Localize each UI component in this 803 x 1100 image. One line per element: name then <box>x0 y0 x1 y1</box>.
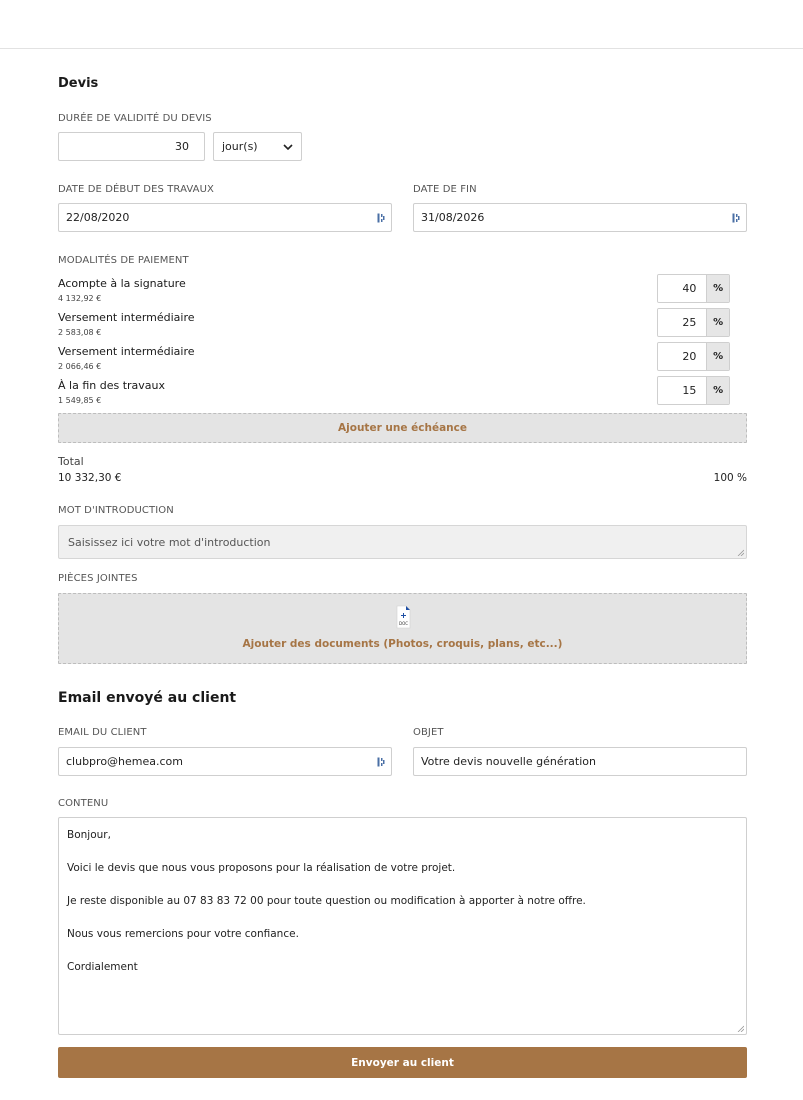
payment-item-amount: 1 549,85 € <box>58 396 102 405</box>
content-line: Voici le devis que nous vous proposons pour la réalisation de votre projet. <box>67 862 456 874</box>
content-line: Cordialement <box>67 961 138 973</box>
validity-unit-select[interactable] <box>213 132 302 161</box>
client-email-value: clubpro@hemea.com <box>66 755 184 768</box>
payment-item-amount: 4 132,92 € <box>58 294 102 303</box>
payment-label: MODALITÉS DE PAIEMENT <box>58 255 189 266</box>
content-line: Je reste disponible au 07 83 83 72 00 pour toute question ou modification à apporter à notre offre. <box>67 895 586 907</box>
start-date-value: 22/08/2020 <box>66 211 130 224</box>
payment-item-title: Versement intermédiaire <box>58 345 195 358</box>
payment-item-title: Versement intermédiaire <box>58 311 195 324</box>
percent-unit: % <box>706 275 729 302</box>
start-date-input[interactable] <box>58 203 392 232</box>
validity-unit-value: jour(s) <box>222 140 258 153</box>
payment-percent-value: 20 <box>658 343 706 370</box>
subject-value: Votre devis nouvelle génération <box>421 755 596 768</box>
end-date-input[interactable] <box>413 203 747 232</box>
content-line: Nous vous remercions pour votre confiance. <box>67 928 299 940</box>
percent-unit: % <box>706 377 729 404</box>
payment-percent-input[interactable] <box>657 376 730 405</box>
content-label: CONTENU <box>58 798 109 809</box>
total-percent: 100 % <box>713 472 747 484</box>
chevron-down-icon <box>283 144 293 150</box>
validity-value: 30 <box>175 140 189 153</box>
resize-handle-icon[interactable] <box>737 549 744 556</box>
send-to-client-button[interactable]: Envoyer au client <box>58 1047 747 1078</box>
total-label: Total <box>58 455 84 468</box>
intro-label: MOT D'INTRODUCTION <box>58 505 174 516</box>
add-documents-label: Ajouter des documents (Photos, croquis, plans, etc...) <box>242 638 563 650</box>
resize-handle-icon[interactable] <box>737 1025 744 1032</box>
top-bar <box>0 0 803 49</box>
percent-unit: % <box>706 343 729 370</box>
payment-percent-input[interactable] <box>657 342 730 371</box>
email-section-title: Email envoyé au client <box>58 690 237 706</box>
subject-input[interactable] <box>413 747 747 776</box>
attachments-label: PIÈCES JOINTES <box>58 573 138 584</box>
validity-input[interactable] <box>58 132 205 161</box>
content-line: Bonjour, <box>67 829 111 841</box>
attachments-dropzone[interactable] <box>58 593 747 664</box>
calendar-icon[interactable] <box>377 213 385 223</box>
percent-unit: % <box>706 309 729 336</box>
contact-picker-icon[interactable] <box>377 757 385 767</box>
subject-label: OBJET <box>413 727 444 738</box>
document-add-icon <box>396 605 411 629</box>
validity-label: DURÉE DE VALIDITÉ DU DEVIS <box>58 113 212 124</box>
intro-placeholder: Saisissez ici votre mot d'introduction <box>68 536 271 549</box>
intro-textarea[interactable] <box>58 525 747 559</box>
end-date-value: 31/08/2026 <box>421 211 485 224</box>
calendar-icon[interactable] <box>732 213 740 223</box>
payment-percent-value: 40 <box>658 275 706 302</box>
payment-item-title: Acompte à la signature <box>58 277 186 290</box>
quote-section-title: Devis <box>58 76 99 91</box>
payment-percent-input[interactable] <box>657 274 730 303</box>
payment-item-title: À la fin des travaux <box>58 379 165 392</box>
start-date-label: DATE DE DÉBUT DES TRAVAUX <box>58 184 214 195</box>
end-date-label: DATE DE FIN <box>413 184 477 195</box>
email-content-textarea[interactable] <box>58 817 747 1035</box>
payment-percent-value: 25 <box>658 309 706 336</box>
svg-text:DOC: DOC <box>398 621 409 626</box>
payment-item-amount: 2 583,08 € <box>58 328 102 337</box>
payment-item-amount: 2 066,46 € <box>58 362 102 371</box>
client-email-label: EMAIL DU CLIENT <box>58 727 147 738</box>
total-amount: 10 332,30 € <box>58 472 122 484</box>
client-email-input[interactable] <box>58 747 392 776</box>
payment-percent-input[interactable] <box>657 308 730 337</box>
payment-percent-value: 15 <box>658 377 706 404</box>
add-installment-button[interactable]: Ajouter une échéance <box>58 413 747 443</box>
